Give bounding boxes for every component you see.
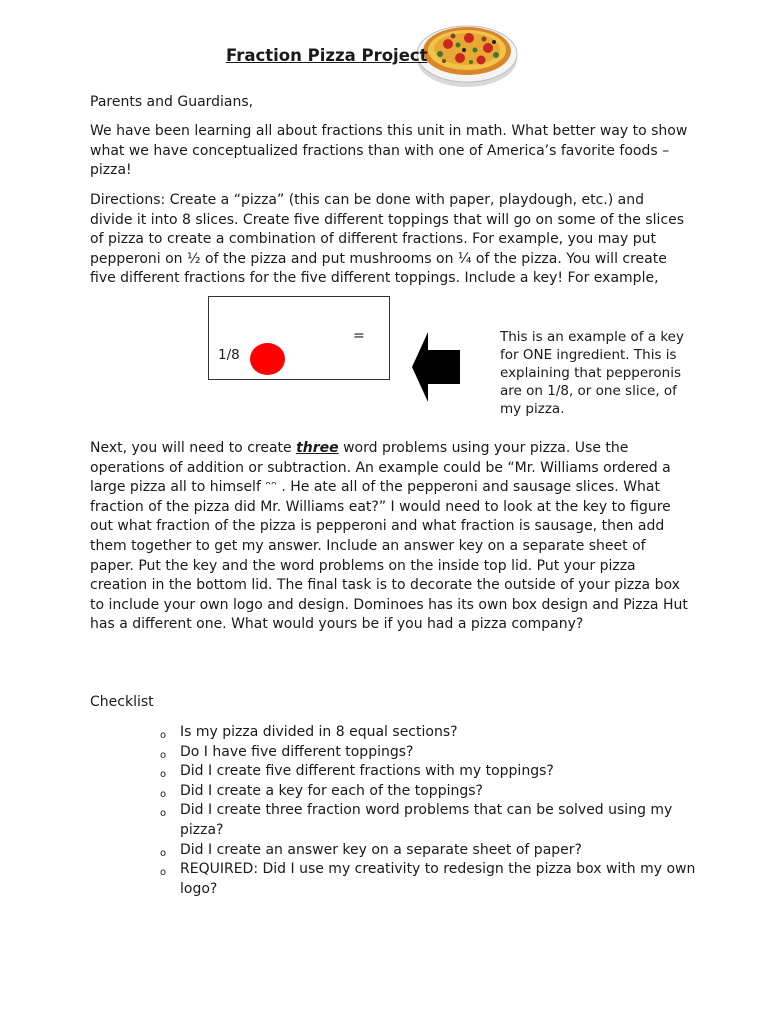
bullet-icon: o	[160, 769, 167, 781]
pepperoni-icon	[250, 343, 285, 375]
greeting: Parents and Guardians,	[90, 94, 254, 110]
key-note: This is an example of a key for ONE ingredient. This is explaining that pepperonis are on 1/8, or one slice, of my pizza.	[500, 329, 684, 417]
checklist-item: o Did I create a key for each of the toppings?	[160, 782, 700, 802]
key-example-box	[208, 296, 390, 380]
checklist-item: o REQUIRED: Did I use my creativity to redesign the pizza box with my own logo?	[160, 861, 696, 897]
key-fraction: 1/8	[218, 347, 240, 363]
checklist-heading: Checklist	[90, 694, 154, 710]
bullet-icon: o	[160, 788, 167, 800]
word-problems-paragraph	[90, 439, 690, 635]
checklist-item: o Did I create five different fractions with my toppings?	[160, 762, 700, 782]
bullet-icon: o	[160, 730, 167, 741]
bullet-icon: o	[160, 867, 167, 879]
bullet-icon: o	[160, 847, 167, 859]
intro-paragraph: We have been learning all about fractions this unit in math. What better way to show what we have conceptualized fractions than with one of America’s favorite foods – pizza!	[90, 123, 688, 179]
next-text-end: word problems using your pizza. Use the operations of addition or subtraction. An example could be “Mr. Williams ordered a large pizza all to himself ᵔᵔ . He ate all of the pepperoni and sausage slices. What fraction of the pizza did Mr. Williams eat?” I would need to look at the key to figure out what fraction of the pizza is pepperoni and what fraction is sausage, then add them together to get my answer. Include an answer key on a separate sheet of paper. Put the key and the word problems on the inside top lid. Put your pizza creation in the bottom lid. The final task is to decorate the outside of your pizza box to include your own logo and design. Dominoes has its own box design and Pizza Hut has a different one. What would yours be if you had a pizza company?	[90, 440, 688, 633]
checklist-item: o Did I create an answer key on a separate sheet of paper?	[160, 841, 700, 861]
page-title: Fraction Pizza Project	[226, 46, 428, 65]
bullet-icon: o	[160, 808, 167, 820]
checklist-item: o Do I have five different toppings?	[160, 743, 700, 763]
pizza-icon	[414, 14, 520, 90]
directions-paragraph: Directions: Create a “pizza” (this can be done with paper, playdough, etc.) and divide it into 8 slices. Create five different toppings that will go on some of the slices of pizza to create a combination of different fractions. For example, you may put pepperoni on ½ of the pizza and put mushrooms on ¼ of the pizza. You will create five different fractions for the five different toppings. Include a key! For example,	[90, 192, 685, 287]
bullet-icon: o	[160, 749, 167, 761]
checklist-item: o Is my pizza divided in 8 equal sections?	[160, 723, 700, 743]
arrow-left-icon	[412, 332, 460, 402]
key-equals: =	[353, 328, 365, 344]
checklist-item: o Did I create three fraction word problems that can be solved using my pizza?	[160, 802, 673, 838]
next-text-start: Next, you will need to create	[90, 440, 297, 456]
three-emphasis: three	[296, 440, 339, 456]
checklist	[160, 723, 700, 899]
